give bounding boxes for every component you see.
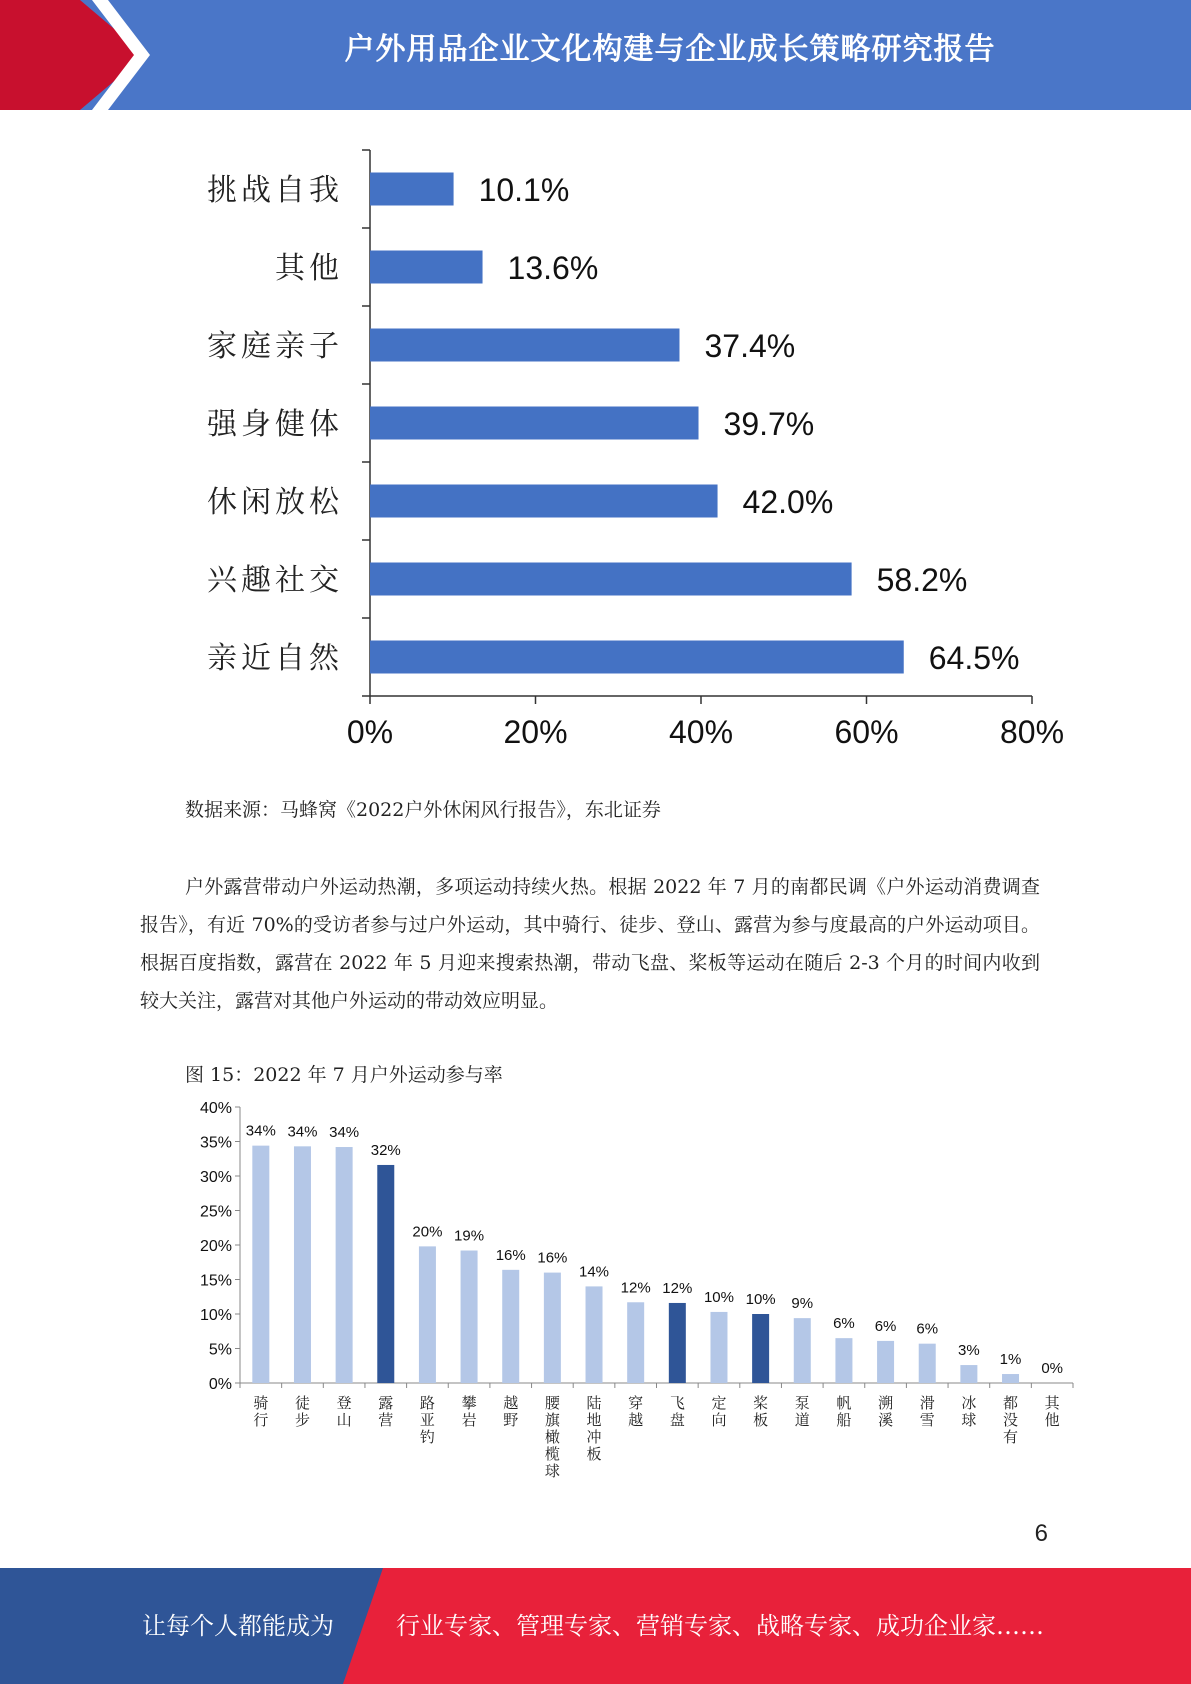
bar-value-label: 58.2% [876, 562, 968, 598]
page-header [0, 0, 1191, 110]
bar-value-label: 6% [916, 1320, 939, 1338]
category-label: 飞盘 [669, 1394, 685, 1429]
category-label: 定向 [711, 1394, 727, 1429]
category-label: 攀岩 [461, 1394, 477, 1429]
y-tick-label: 20% [199, 1238, 232, 1255]
category-label: 强身健体 [207, 407, 343, 442]
bar-value-label: 20% [412, 1223, 443, 1241]
category-label: 兴趣社交 [207, 563, 343, 598]
category-label: 亲近自然 [207, 641, 343, 676]
bar-value-label: 42.0% [742, 484, 834, 520]
category-label: 陆地冲板 [586, 1394, 602, 1463]
bar [370, 251, 483, 284]
bar [419, 1246, 436, 1383]
y-tick-label: 0% [208, 1376, 232, 1393]
category-label: 滑雪 [919, 1394, 935, 1429]
bar-value-label: 6% [833, 1315, 855, 1333]
bar [294, 1146, 311, 1383]
category-label: 穿越 [628, 1394, 644, 1429]
bar [370, 407, 699, 440]
bar [336, 1147, 353, 1383]
bar-value-label: 13.6% [507, 250, 599, 286]
x-tick-label: 80% [999, 714, 1065, 750]
bar [1002, 1374, 1019, 1383]
bar [502, 1270, 519, 1383]
category-label: 越野 [503, 1394, 519, 1429]
category-label: 路亚钓 [419, 1394, 435, 1446]
bar [752, 1314, 769, 1383]
bar [370, 329, 679, 362]
y-tick-label: 15% [199, 1272, 232, 1290]
category-label: 露营 [378, 1394, 394, 1429]
bar-value-label: 9% [791, 1295, 814, 1313]
bar-value-label: 16% [537, 1249, 568, 1267]
bar [544, 1273, 561, 1383]
bar [370, 173, 454, 206]
bar [370, 563, 852, 596]
x-tick-label: 40% [668, 714, 734, 750]
bar-value-label: 16% [495, 1246, 526, 1264]
header-red-arrow [0, 0, 145, 110]
bar-value-label: 32% [370, 1141, 401, 1159]
bar-value-label: 10% [745, 1291, 776, 1308]
bar-value-label: 1% [999, 1351, 1022, 1369]
bar-value-label: 19% [454, 1227, 485, 1245]
bar [586, 1286, 603, 1383]
bar [370, 485, 718, 518]
motivation-bar-chart [190, 135, 1090, 755]
bar [627, 1302, 644, 1383]
bar-value-label: 10.1% [478, 172, 570, 208]
category-label: 都没有 [1003, 1394, 1019, 1446]
bar [252, 1146, 269, 1383]
bar [461, 1251, 478, 1383]
category-label: 其他 [1044, 1394, 1060, 1429]
y-tick-label: 10% [199, 1307, 232, 1324]
figure-caption: 图 15：2022 年 7 月户外运动参与率 [185, 1064, 503, 1086]
category-label: 家庭亲子 [207, 329, 343, 364]
bar-value-label: 0% [1041, 1360, 1064, 1377]
bar-value-label: 12% [662, 1279, 693, 1297]
category-label: 腰旗橄榄球 [544, 1394, 560, 1480]
bar-value-label: 14% [579, 1263, 610, 1281]
category-label: 骑行 [253, 1394, 269, 1429]
x-tick-label: 0% [346, 714, 394, 750]
bar-value-label: 6% [874, 1317, 897, 1335]
page-number: 6 [1034, 1520, 1048, 1547]
category-label: 冰球 [961, 1394, 977, 1429]
bar [794, 1318, 811, 1383]
category-label: 桨板 [753, 1394, 769, 1429]
category-label: 登山 [336, 1394, 352, 1429]
bar-value-label: 10% [703, 1288, 734, 1306]
bar-value-label: 12% [620, 1279, 651, 1297]
y-tick-label: 40% [199, 1100, 232, 1117]
category-label: 徒步 [294, 1394, 310, 1429]
bar [377, 1165, 394, 1383]
category-label: 泵道 [794, 1394, 810, 1429]
bar [877, 1341, 894, 1383]
bar-value-label: 64.5% [928, 640, 1020, 676]
bar [710, 1312, 727, 1383]
bar-value-label: 34% [245, 1122, 276, 1140]
bar [370, 641, 904, 674]
x-tick-label: 20% [503, 714, 568, 750]
x-tick-label: 60% [834, 714, 899, 750]
y-tick-label: 5% [208, 1341, 232, 1359]
y-tick-label: 30% [199, 1169, 232, 1186]
bar [960, 1365, 977, 1383]
category-label: 溯溪 [878, 1394, 894, 1429]
participation-bar-chart [170, 1085, 1090, 1485]
bar-value-label: 37.4% [704, 328, 796, 364]
bar-value-label: 39.7% [723, 406, 815, 442]
bar-value-label: 34% [329, 1124, 360, 1142]
category-label: 休闲放松 [207, 485, 343, 520]
bar-value-label: 34% [287, 1123, 318, 1141]
category-label: 挑战自我 [207, 173, 343, 208]
category-label: 帆船 [836, 1394, 852, 1429]
footer-slogan-left: 让每个人都能成为 [142, 1612, 334, 1640]
bar [835, 1338, 852, 1383]
bar [919, 1344, 936, 1383]
source-note: 数据来源：马蜂窝《2022户外休闲风行报告》，东北证券 [185, 799, 661, 821]
page-footer [0, 1568, 1191, 1684]
footer-slogan-right: 行业专家、管理专家、营销专家、战略专家、成功企业家…… [396, 1612, 1044, 1640]
page-title: 户外用品企业文化构建与企业成长策略研究报告 [344, 32, 996, 67]
category-label: 其他 [275, 251, 343, 286]
bar-value-label: 3% [958, 1342, 980, 1360]
y-tick-label: 25% [199, 1203, 232, 1221]
y-tick-label: 35% [199, 1134, 232, 1152]
body-paragraph: 户外露营带动户外运动热潮，多项运动持续火热。根据 2022 年 7 月的南都民调《户外运动消费调查报告》，有近 70%的受访者参与过户外运动，其中骑行、徒步、登山、露营为参与度最高的户外运动项目。根据百度指数，露营在 2022 年 5 月迎来搜索热潮，带动飞盘、桨板等运动在随后 2-3 个月的时间内收到较大关注，露营对其他户外运动的带动效应明显。 [140, 876, 1040, 1012]
bar [669, 1303, 686, 1383]
